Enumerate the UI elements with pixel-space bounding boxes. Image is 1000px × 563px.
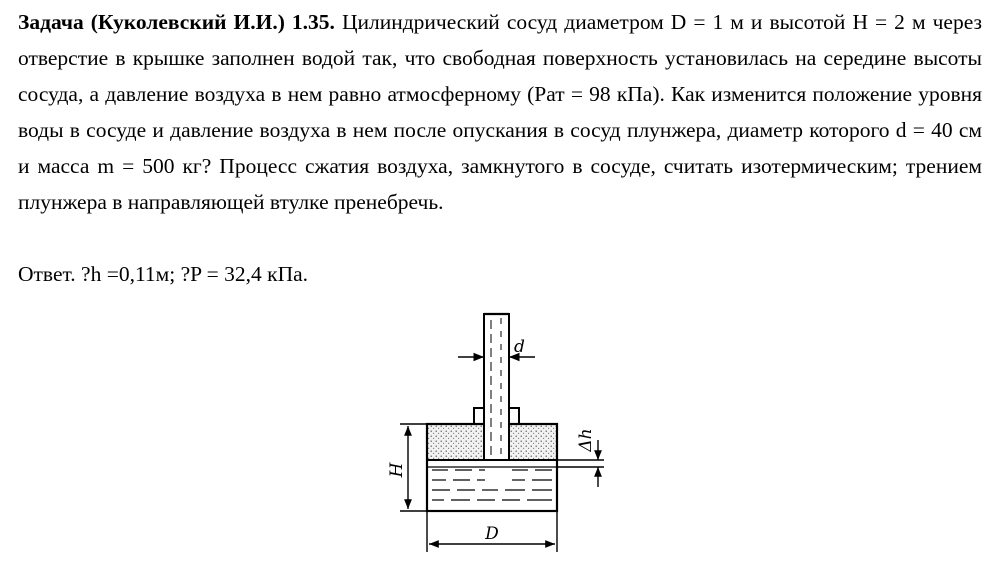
label-dh: Δh [576,428,596,452]
problem-heading: Задача (Куколевский И.И.) 1.35. [18,10,335,34]
answer-line: Ответ. ?h =0,11м; ?P = 32,4 кПа. [18,262,309,286]
label-D: D [485,524,499,544]
label-d: d [514,337,525,357]
problem-text: Цилиндрический сосуд диаметром D = 1 м и высотой H = 2 м через отверстие в крышке заполнен водой так, что свободная поверхность установилась на середине высоты сосуда, а давление воздуха в нем равно атмосферному (Pат = 98 кПа). Как изменится положение уровня воды в сосуде и давление воздуха в нем после опускания в сосуд плунжера, диаметр которого d = 40 см и масса m = 500 кг? Процесс сжатия воздуха, замкнутого в сосуде, считать изотермическим; трением плунжера в направляющей втулке пренебречь. [18,10,982,214]
water-region [432,470,552,500]
label-H: H [387,462,407,478]
plunger [484,314,509,460]
